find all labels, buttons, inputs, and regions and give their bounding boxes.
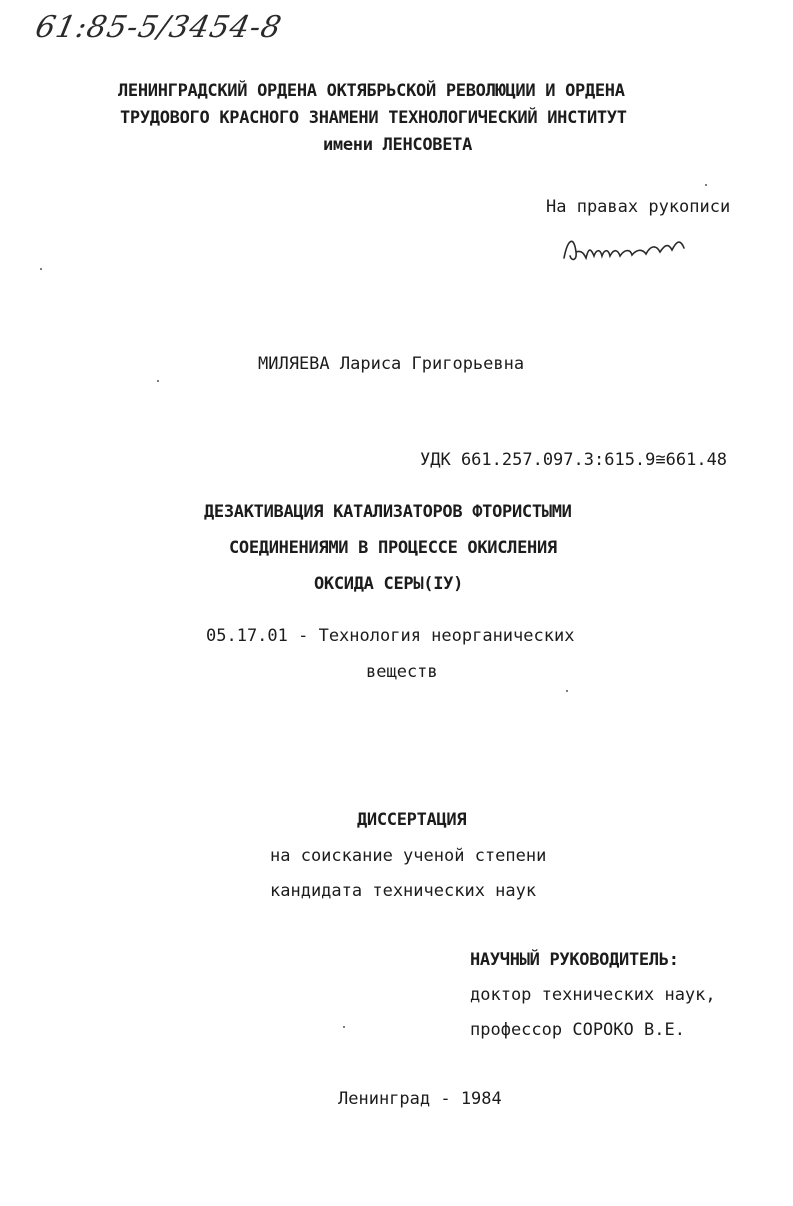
- title-line-2: СОЕДИНЕНИЯМИ В ПРОЦЕССЕ ОКИСЛЕНИЯ: [229, 538, 557, 558]
- institution-line-3: имени ЛЕНСОВЕТА: [323, 135, 473, 155]
- scan-speck: [566, 690, 568, 692]
- work-type-line-3: кандидата технических наук: [270, 881, 537, 901]
- title-line-3: ОКСИДА СЕРЫ(IУ): [314, 574, 464, 594]
- author-name: МИЛЯЕВА Лариса Григорьевна: [258, 354, 525, 374]
- udc-code: УДК 661.257.097.3:615.9≅661.48: [420, 450, 728, 470]
- scan-speck: [343, 1026, 345, 1028]
- scan-speck: [705, 184, 707, 186]
- specialty-line-1: 05.17.01 - Технология неорганических: [206, 626, 575, 646]
- specialty-line-2: веществ: [366, 662, 438, 682]
- work-type-heading: ДИССЕРТАЦИЯ: [357, 810, 467, 830]
- title-line-1: ДЕЗАКТИВАЦИЯ КАТАЛИЗАТОРОВ ФТОРИСТЫМИ: [204, 502, 572, 522]
- scan-speck: [40, 268, 42, 270]
- place-and-year: Ленинград - 1984: [338, 1089, 502, 1109]
- supervisor-degree: доктор технических наук,: [470, 985, 716, 1005]
- archive-number-handwritten: 61:85-5/3454-8: [32, 10, 286, 45]
- supervisor-heading: НАУЧНЫЙ РУКОВОДИТЕЛЬ:: [470, 950, 679, 970]
- institution-line-2: ТРУДОВОГО КРАСНОГО ЗНАМЕНИ ТЕХНОЛОГИЧЕСКИЙ ИНСТИТУТ: [120, 108, 627, 128]
- supervisor-name: профессор СОРОКО В.Е.: [470, 1020, 685, 1040]
- author-signature: [560, 228, 695, 268]
- work-type-line-2: на соискание ученой степени: [270, 846, 547, 866]
- scan-speck: [157, 380, 159, 382]
- institution-line-1: ЛЕНИНГРАДСКИЙ ОРДЕНА ОКТЯБРЬСКОЙ РЕВОЛЮЦИИ И ОРДЕНА: [118, 81, 625, 101]
- manuscript-rights: На правах рукописи: [546, 197, 731, 217]
